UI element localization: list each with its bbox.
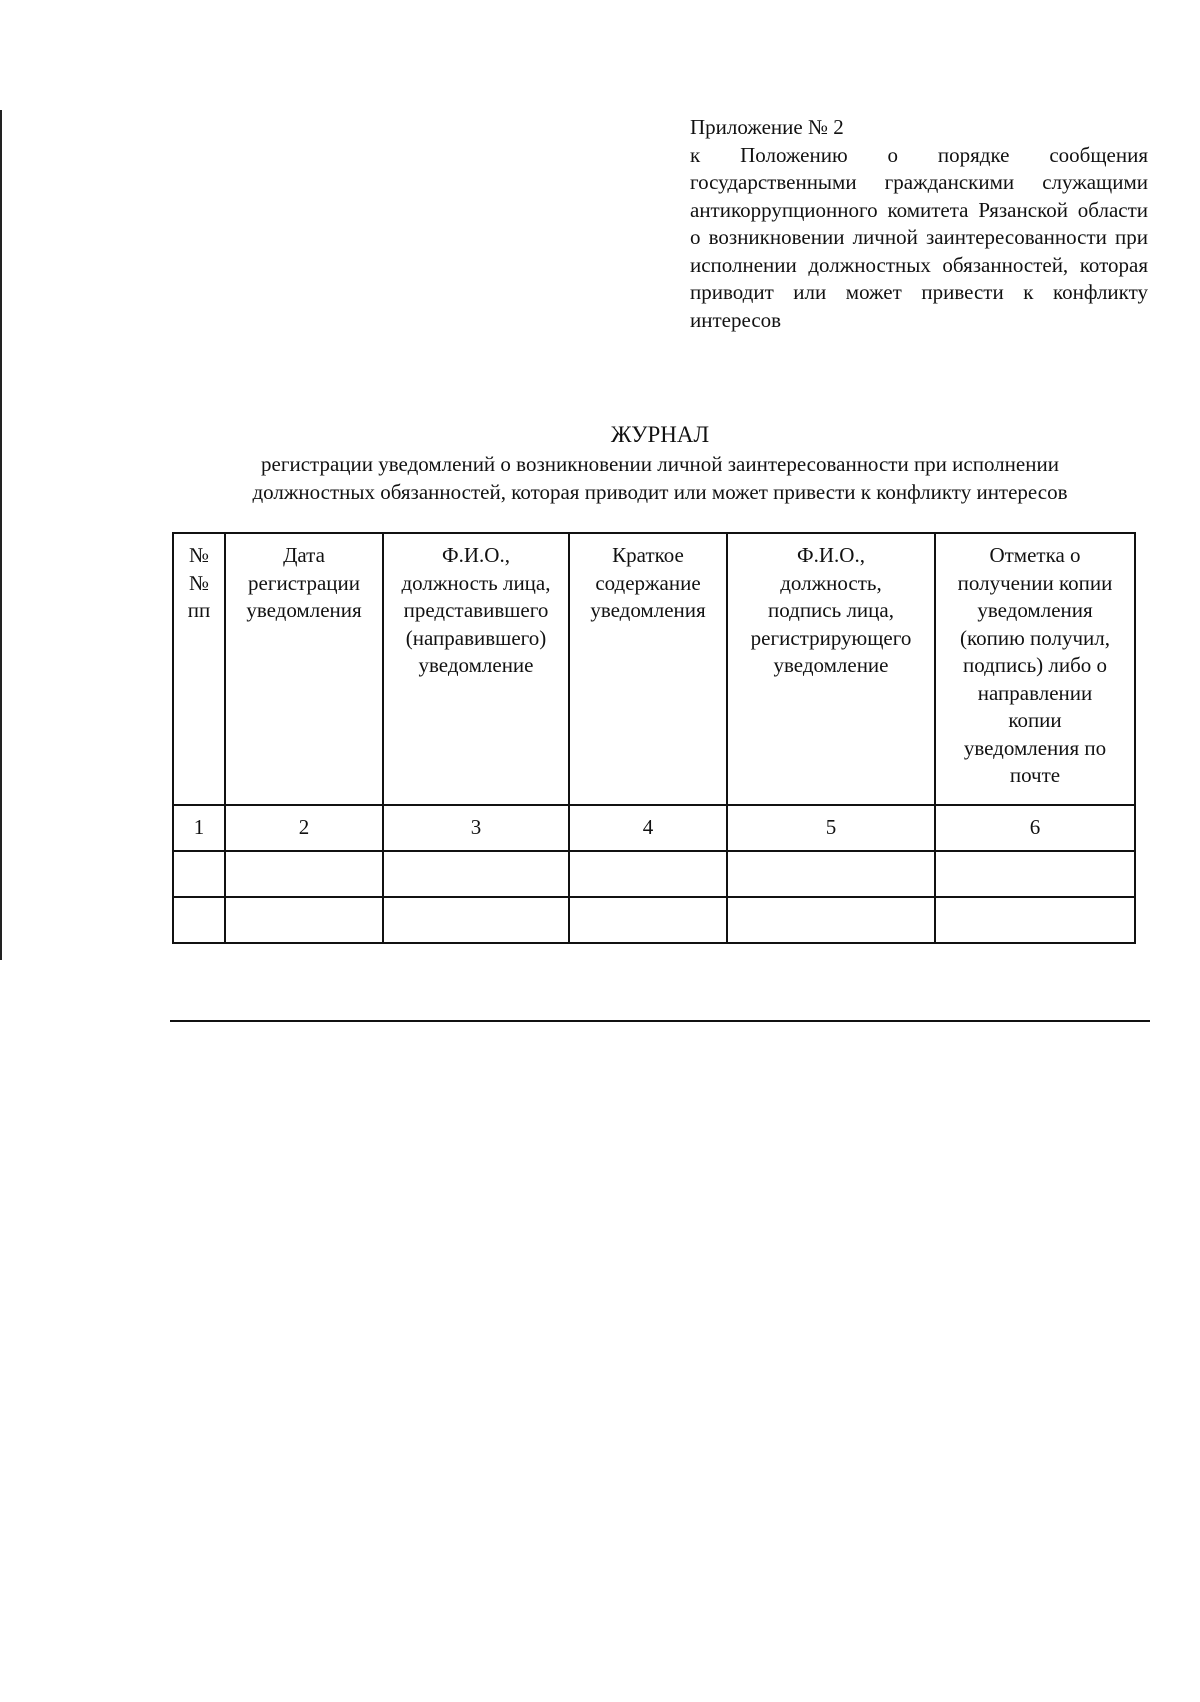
empty-cell xyxy=(727,851,935,897)
column-number-cell: 4 xyxy=(569,805,727,851)
scan-edge-line xyxy=(0,110,2,960)
appendix-text: к Положению о порядке сообщения государственными гражданскими служащими антикоррупционного комитета Рязанской области о возникновении личной заинтересованности при исполнении должностных обязанностей, которая приводит или может привести к конфликту интересов xyxy=(690,142,1148,332)
table-row xyxy=(173,851,1135,897)
journal-title: ЖУРНАЛ xyxy=(610,422,710,447)
column-number-cell: 3 xyxy=(383,805,569,851)
column-number-cell: 1 xyxy=(173,805,225,851)
empty-cell xyxy=(173,897,225,943)
empty-cell xyxy=(935,851,1135,897)
empty-cell xyxy=(569,851,727,897)
journal-table xyxy=(172,532,1136,944)
header-cell-registrar: Ф.И.О., должность, подпись лица, регистрирующего уведомление xyxy=(727,533,935,805)
empty-cell xyxy=(225,851,383,897)
journal-subtitle-line-2: должностных обязанностей, которая приводит или может привести к конфликту интересов xyxy=(252,480,1068,504)
table-header-row xyxy=(173,533,1135,805)
journal-title-block xyxy=(160,420,1160,506)
header-cell-copy-receipt: Отметка о получении копии уведомления (копию получил, подпись) либо о направлении копии уведомления по почте xyxy=(935,533,1135,805)
footer-separator-line xyxy=(170,1020,1150,1022)
column-number-cell: 2 xyxy=(225,805,383,851)
empty-cell xyxy=(383,897,569,943)
table-row xyxy=(173,897,1135,943)
empty-cell xyxy=(225,897,383,943)
header-cell-submitter: Ф.И.О., должность лица, представившего (направившего) уведомление xyxy=(383,533,569,805)
column-number-cell: 5 xyxy=(727,805,935,851)
empty-cell xyxy=(173,851,225,897)
journal-subtitle-line-1: регистрации уведомлений о возникновении личной заинтересованности при исполнении xyxy=(261,452,1059,476)
column-number-cell: 6 xyxy=(935,805,1135,851)
header-cell-summary: Краткое содержание уведомления xyxy=(569,533,727,805)
empty-cell xyxy=(935,897,1135,943)
empty-cell xyxy=(727,897,935,943)
appendix-number: Приложение № 2 xyxy=(690,115,844,139)
table-column-numbers-row xyxy=(173,805,1135,851)
header-cell-number: № № пп xyxy=(173,533,225,805)
empty-cell xyxy=(569,897,727,943)
header-cell-registration-date: Дата регистрации уведомления xyxy=(225,533,383,805)
empty-cell xyxy=(383,851,569,897)
appendix-block xyxy=(690,114,1148,334)
